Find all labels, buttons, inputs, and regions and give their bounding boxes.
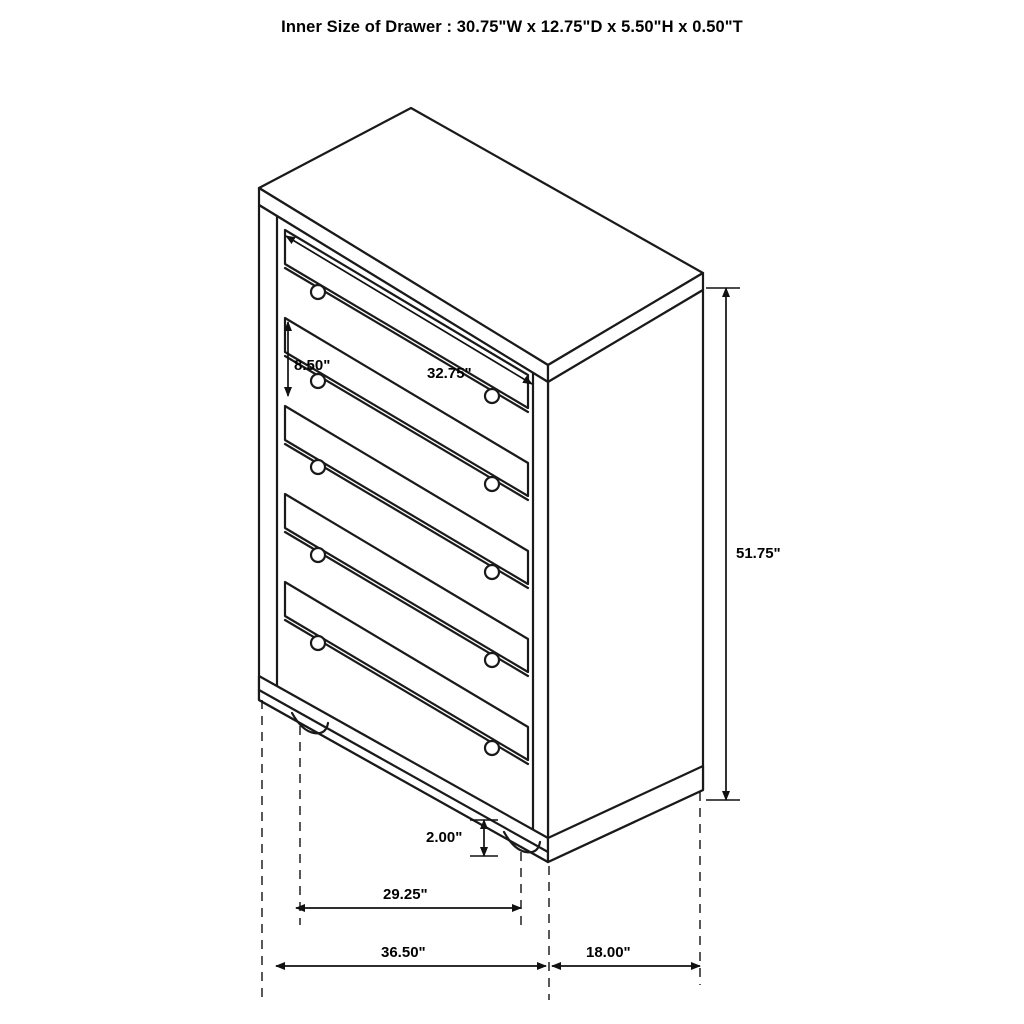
cabinet-body (259, 108, 703, 862)
dim-label-depth: 18.00" (586, 944, 631, 961)
drawer-knob-4a (311, 548, 325, 562)
dim-label-overall-height: 51.75" (736, 545, 781, 562)
drawer-knob-2b (485, 477, 499, 491)
dim-label-drawer-width: 32.75" (427, 365, 472, 382)
drawer-knob-3a (311, 460, 325, 474)
drawer-knob-5a (311, 636, 325, 650)
drawer-knob-3b (485, 565, 499, 579)
drawer-knob-2a (311, 374, 325, 388)
dim-label-overall-width: 36.50" (381, 944, 426, 961)
dim-label-inner-width: 29.25" (383, 886, 428, 903)
drawer-knob-5b (485, 741, 499, 755)
drawer-knob-1a (311, 285, 325, 299)
dim-label-clearance: 2.00" (426, 829, 463, 846)
drawer-knob-1b (485, 389, 499, 403)
dim-label-drawer-height: 8.50" (294, 357, 331, 374)
page-title: Inner Size of Drawer : 30.75"W x 12.75"D x 5.50"H x 0.50"T (281, 18, 743, 36)
drawer-knob-4b (485, 653, 499, 667)
